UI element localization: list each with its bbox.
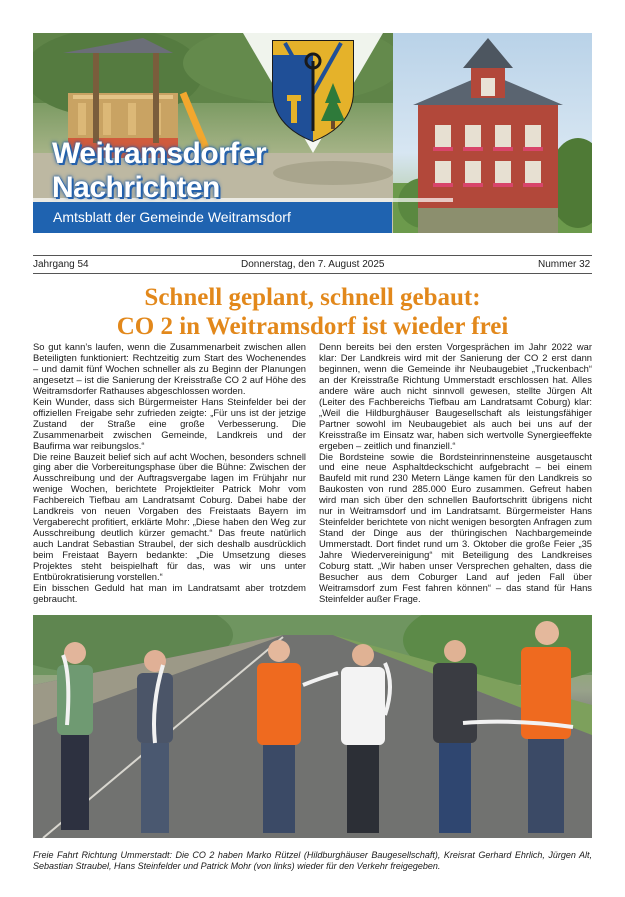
ribbon-cutting-illustration [33,615,592,838]
headline-line1: Schnell geplant, schnell gebaut: [144,284,481,311]
issue-number: Nummer 32 [538,259,591,270]
volume-label: Jahrgang 54 [33,259,89,270]
newspaper-title-line2: Nachrichten [52,171,220,204]
person-3 [257,640,301,833]
paragraph: Ein bisschen Geduld hat man im Landratsamt aber trotzdem gebraucht. [33,581,306,604]
paragraph: So gut kann’s laufen, wenn die Zusammenarbeit zwischen allen Beteiligten funktioniert: Rechtzeitig zum Start des Wochenendes – und damit fünf Wochen schneller als zu Beginn der Planungen angesetzt – ist die Sanierung der Kreisstraße CO 2 auf Höhe des Weitramsdorfer Rathauses abgeschlossen worden. [33,341,306,396]
article-column-right [319,342,592,605]
masthead-bottom-strip [33,233,592,243]
paragraph: Kein Wunder, dass sich Bürgermeister Hans Steinfelder bei der offiziellen Freigabe sehr zufrieden zeigte: „Für uns ist der jetzige Zustand der Straße eine große Verbesserung. Die Zusammenarbeit zwischen Gemeinde, Landkreis und der Baufirma war reibungslos.“ [33,395,306,451]
paragraph: Denn bereits bei den ersten Vorgesprächen im Jahr 2022 war klar: Der Landkreis wird mit der Sanierung der CO 2 erst dann beginnen, wenn die Gemeinde ihr Neubaugebiet „Truckenbach“ an der Kreisstraße Richtung Ummerstadt erschlossen hat. Alles andere wäre auch nicht sinnvoll gewesen, stellte Jürgen Alt (Leiter des Fachbereichs Tiefbau am Landratsamt Coburg) klar: „Weil die Hildburghäuser Baugesellschaft als leistungsfähiger Partner sowohl im Neubaugebiet als auch bei uns auf der Kreisstraße im Einsatz war, haben sich wertvolle Synergieeffekte ergeben – zeitlich und finanziell.“ [319,341,592,451]
issue-date: Donnerstag, den 7. August 2025 [241,259,385,270]
info-rule-bottom [33,273,592,274]
newspaper-title-line1: Weitramsdorfer [52,137,267,170]
info-rule-top [33,255,592,256]
newspaper-subtitle: Amtsblatt der Gemeinde Weitramsdorf [53,209,291,225]
person-4 [341,644,385,833]
person-1 [57,642,93,830]
masthead [33,33,592,243]
headline-line2: CO 2 in Weitramsdorf ist wieder frei [116,313,509,340]
ribbon-cutting-photo [33,615,592,838]
paragraph: Die Bordsteine sowie die Bordsteinrinnensteine ausgetauscht und eine neue Asphaltdeckschicht aufgebracht – bei einem Baufeld mit rund 230 Metern Länge kamen für den Landkreis so Baukosten von rund 285.000 Euro zusammen. Gefreut haben wird man sich über den schnellen Baufortschritt übrigens nicht nur in Weitramsdorf und im Landratsamt. Bürgermeister Hans Steinfelder berichtete von nicht wenigen besorgten Anfragen zum Stand der Dinge aus der thüringischen Nachbargemeinde Ummerstadt. Dort findet rund um 3. Oktober die große Feier „35 Jahre Wiedervereinigung“ mit Beteiligung des Landkreises Coburg statt. „Wir haben unser Versprechen gehalten, dass die Besucher aus dem Coburger Land auf jeden Fall über Weitramsdorf zum Fest fahren können“ – das stand für Hans Steinfelder außer Frage. [319,450,592,604]
town-hall-illustration [393,33,592,233]
article-column-left [33,342,306,605]
photo-caption: Freie Fahrt Richtung Ummerstadt: Die CO 2 haben Marko Rützel (Hildburghäuser Baugesellschaft), Kreisrat Gerhard Ehrlich, Jürgen Alt, Sebastian Straubel, Hans Steinfelder und Patrick Mohr (von links) wieder für den Verkehr freigegeben. [33,850,592,871]
paragraph: Die reine Bauzeit belief sich auf acht Wochen, besonders schnell ging aber die Vorbereitungsphase über die Bühne: Zwischen der Ausschreibung und der Auftragsvergabe lagen im Frühjahr nur wenige Wochen, berichtete Projektleiter Patrick Mohr vom Fachbereich Tiefbau am Landratsamt Coburg. Dabei habe der Landkreis von neuen Vorgaben des Freistaats Bayern im Vergaberecht profitiert, erklärte Mohr: „Diese haben den Weg zur Ausschreibung deutlich kürzer gemacht.“ Das freute natürlich auch Landrat Sebastian Straubel, der sich deshalb ausdrücklich beim Freistaat Bayern bedankte: „Die Umsetzung dieses Projektes steht beispielhaft für das, was wir uns unter Entbürokratisierung vorstellen.“ [33,450,306,583]
person-5 [433,640,477,833]
town-hall-photo [393,33,592,233]
